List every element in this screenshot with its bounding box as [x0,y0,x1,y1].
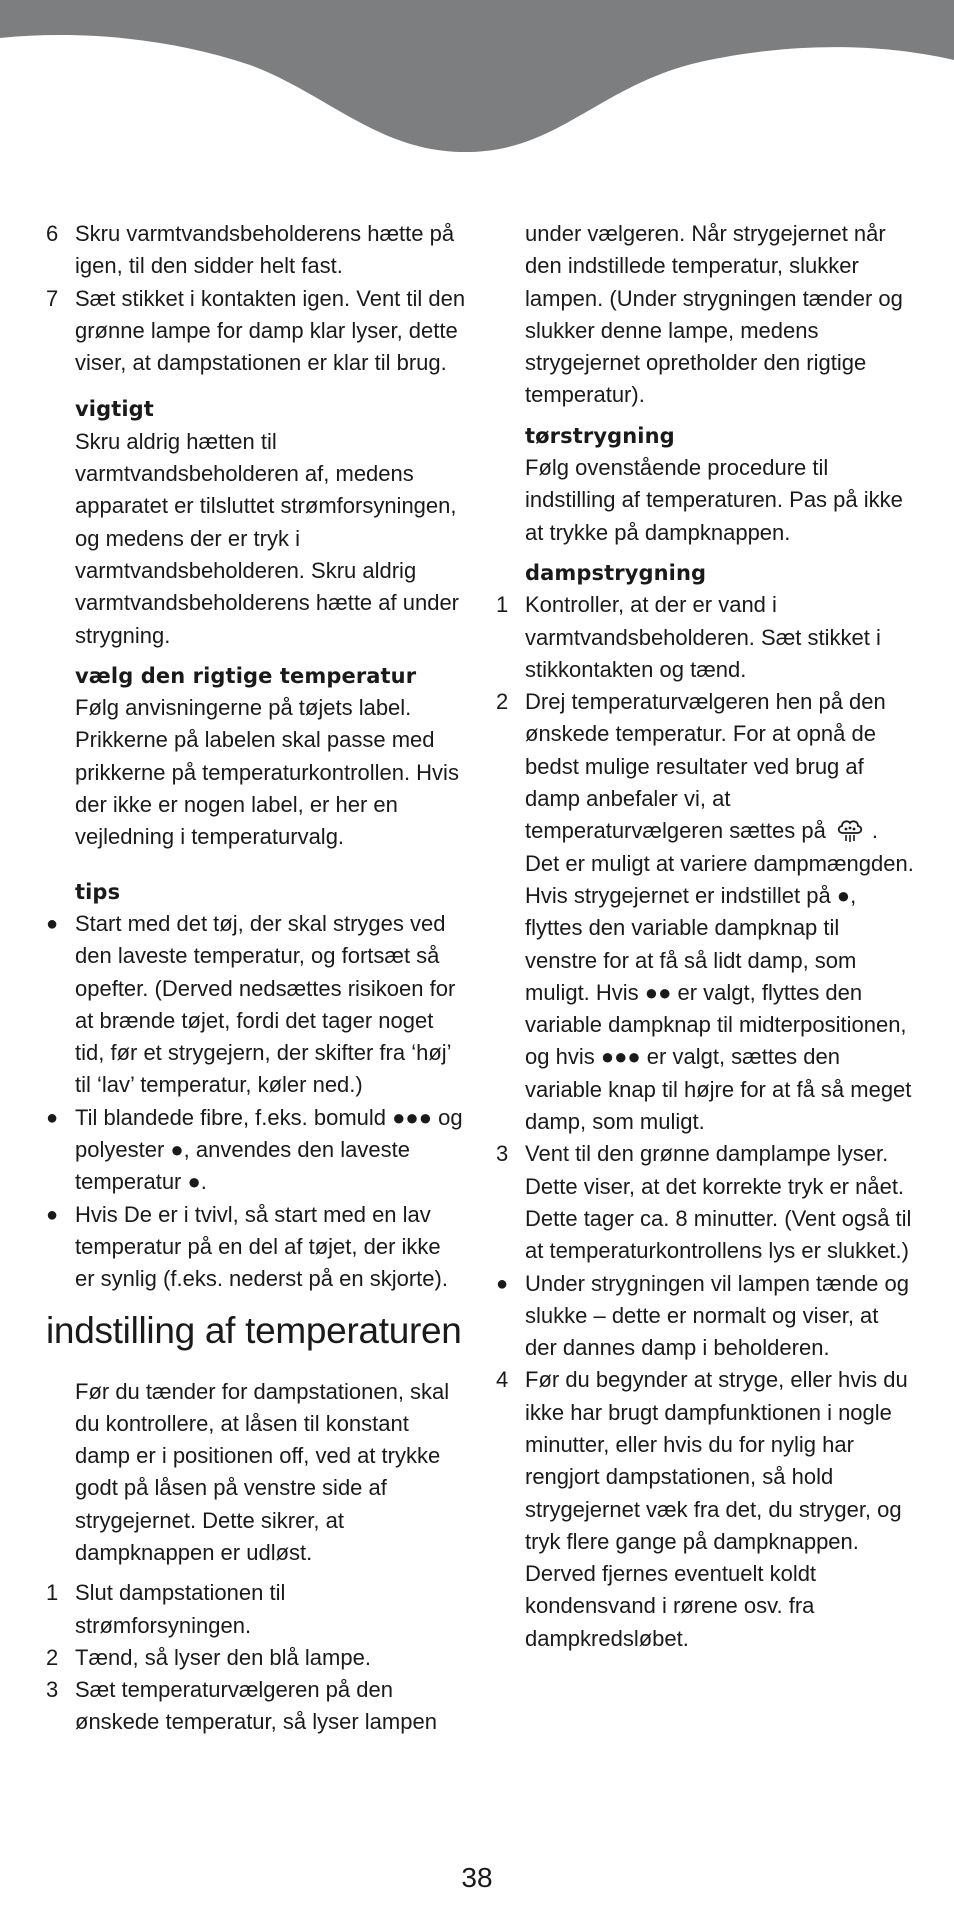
step-number: 3 [496,1141,509,1167]
step-text: Sæt stikket i kontakten igen. Vent til den grønne lampe for damp klar lyser, dette viser, at dampstationen er klar til brug. [75,285,466,376]
continuation-text: under vælgeren. Når strygejernet når den indstillede temperatur, slukker lampen. (Under strygningen tænder og slukker denne lampe, medens strygejernet opretholder den rigtige temperatur). [525,221,903,408]
bullet-icon: ● [46,912,59,935]
steam-ironing-heading: dampstrygning [525,560,707,585]
important-section [46,393,466,651]
tip-item [46,1102,466,1199]
tip-text: Start med det tøj, der skal stryges ved den laveste temperatur, og fortsæt så opefter. (Derved nedsættes risikoen for at brænde tøjet, fordi det tager noget tid, før et strygejern, der skifter fra ‘høj’ til ‘lav’ temperatur, køler ned.) [75,910,456,1098]
steam-step-4 [496,1364,916,1655]
dry-ironing-heading: tørstrygning [525,423,675,448]
step-number: 1 [496,592,509,618]
intro-text: Før du tænder for dampstationen, skal du kontrollere, at låsen til konstant damp er i positionen off, ved at trykke godt på låsen på venstre side af strygejernet. Dette sikrer, at dampknappen er udløst. [75,1378,450,1565]
tip-text: Hvis De er i tvivl, så start med en lav temperatur på en del af tøjet, der ikke er synlig (f.eks. nederst på en skjorte). [75,1201,448,1292]
step-text: Før du begynder at stryge, eller hvis du ikke har brugt dampfunktionen i nogle minutter, eller hvis du for nylig har rengjort dampstationen, så hold strygejernet væk fra det, du stryger, og tryk flere gange på dampknappen. Derved fjernes eventuelt koldt kondensvand i rørene osv. fra dampkredsløbet. [525,1367,908,1651]
step-text: Skru varmtvandsbeholderens hætte på igen, til den sidder helt fast. [75,221,455,279]
dry-ironing-section [496,420,916,549]
step-text-after-icon: . Det er muligt at variere dampmængden. Hvis strygejernet er indstillet på ●, flyttes den variable dampknap til venstre for at få så lidt damp, som muligt. Hvis ●● er valgt, flyttes den variable dampknap til midterpositionen, og hvis ●●● er valgt, sættes den variable knap til højre for at få så meget damp, som muligt. [525,818,914,1135]
step-text [525,686,916,1138]
step-text: Sæt temperaturvælgeren på den ønskede temperatur, så lyser lampen [75,1677,437,1735]
step-text: Vent til den grønne damplampe lyser. Dette viser, at det korrekte tryk er nået. Dette tager ca. 8 minutter. (Vent også til at temperaturkontrollens lys er slukket.) [525,1141,912,1264]
left-column [46,218,466,1739]
step-1 [46,1577,466,1642]
step-number: 2 [46,1644,59,1670]
section-title: indstilling af temperaturen [46,1309,462,1351]
step-number: 1 [46,1580,59,1606]
choose-temperature-text: Følg anvisningerne på tøjets label. Prikkerne på labelen skal passe med prikkerne på temperaturkontrollen. Hvis der ikke er nogen label, er her en vejledning i temperaturvalg. [75,695,459,850]
step-2 [46,1642,466,1674]
step-3 [46,1674,466,1739]
step-text: Slut dampstationen til strømforsyningen. [75,1580,286,1638]
step-text: Kontroller, at der er vand i varmtvandsbeholderen. Sæt stikket i stikkontakten og tænd. [525,592,881,682]
step-number: 4 [496,1367,509,1393]
step-number: 3 [46,1677,59,1703]
step-number: 6 [46,221,59,246]
bullet-icon: ● [46,1203,59,1226]
tip-item [46,1199,466,1296]
step-6 [46,218,466,283]
steam-step-3 [496,1138,916,1267]
step-text-before-icon: Drej temperaturvælgeren hen på den ønskede temperatur. For at opnå de bedst mulige resultater ved brug af damp anbefaler vi, at temperaturvælgeren sættes på [525,689,886,844]
step-7 [46,283,466,380]
bullet-icon: ● [46,1106,59,1129]
choose-temperature-heading: vælg den rigtige temperatur [75,663,417,688]
bullet-text: Under strygningen vil lampen tænde og slukke – dette er normalt og viser, at der dannes damp i beholderen. [525,1270,910,1361]
steam-icon [834,817,866,843]
setup-steps [46,1577,466,1738]
page-number: 38 [461,1862,493,1893]
important-text: Skru aldrig hætten til varmtvandsbeholderen af, medens apparatet er tilsluttet strømforsyningen, og medens der er tryk i varmtvandsbeholderen. Skru aldrig varmtvandsbeholderens hætte af under strygning. [75,428,460,648]
important-heading: vigtigt [75,397,154,422]
right-column [496,218,916,1655]
steam-bullet [496,1268,916,1365]
dry-ironing-text: Følg ovenstående procedure til indstilling af temperaturen. Pas på ikke at trykke på dampknappen. [525,455,903,545]
tips-section [46,876,466,1296]
steam-step-2 [496,686,916,1138]
step-number: 2 [496,689,509,715]
steam-ironing-section [496,557,916,1655]
header-wave-decoration [0,0,954,160]
steam-step-1 [496,589,916,686]
step-number: 7 [46,285,59,311]
bullet-icon: ● [496,1272,509,1295]
tip-item [46,908,466,1102]
step-text: Tænd, så lyser den blå lampe. [75,1644,371,1670]
choose-temperature-section [46,660,466,854]
tips-heading: tips [75,879,121,904]
tip-text: Til blandede fibre, f.eks. bomuld ●●● og polyester ●, anvendes den laveste temperatur ●. [75,1104,463,1195]
